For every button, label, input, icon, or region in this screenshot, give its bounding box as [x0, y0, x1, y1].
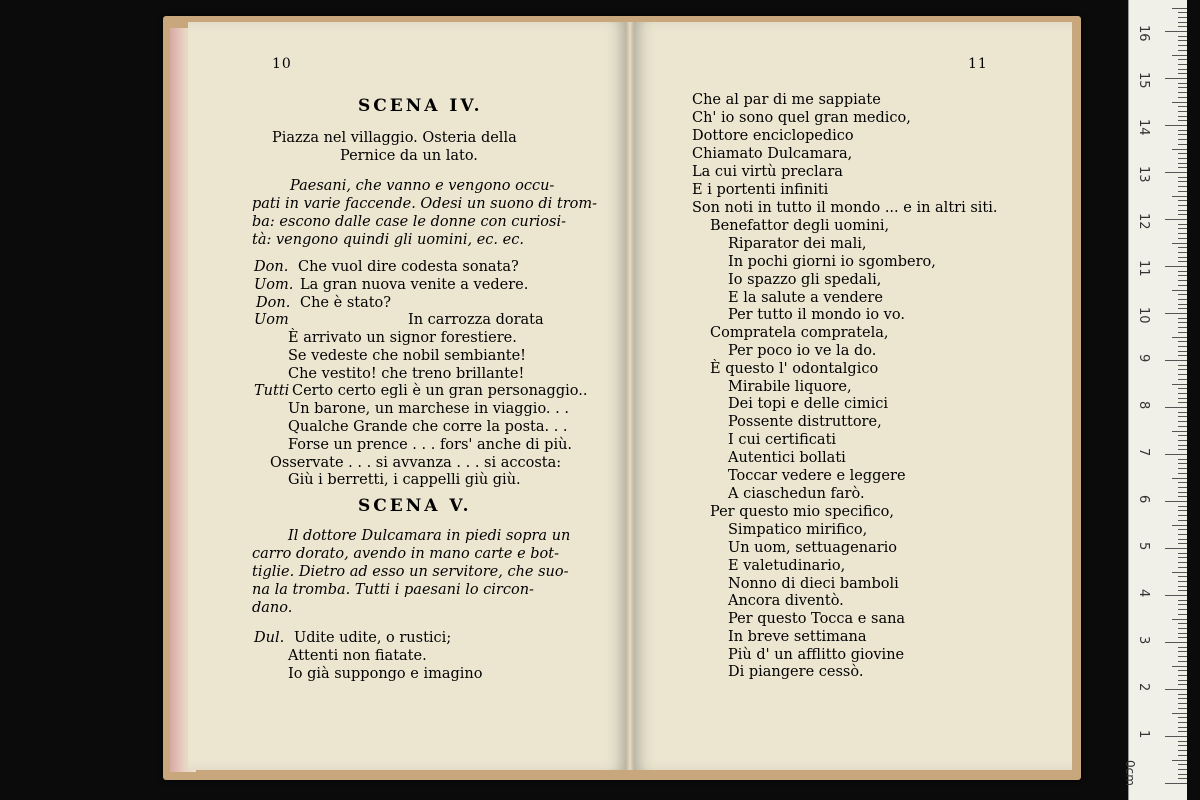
ruler-tick	[1178, 40, 1187, 41]
dialogue-line: Che vuol dire codesta sonata?	[298, 259, 519, 275]
ruler-tick	[1178, 468, 1187, 469]
ruler-tick	[1165, 548, 1187, 549]
ruler-tick	[1165, 501, 1187, 502]
ruler-tick	[1178, 134, 1187, 135]
verse-line: E la salute a vendere	[728, 290, 883, 306]
dialogue-line: È arrivato un signor forestiere.	[288, 330, 517, 346]
ruler-tick	[1178, 647, 1187, 648]
ruler-tick	[1178, 26, 1187, 27]
ruler-tick	[1172, 149, 1187, 150]
ruler-tick	[1178, 379, 1187, 380]
ruler-tick	[1178, 299, 1187, 300]
ruler-tick	[1178, 97, 1187, 98]
ruler-tick	[1165, 125, 1187, 126]
verse-line: In pochi giorni io sgombero,	[728, 254, 936, 270]
dialogue-line: Io già suppongo e imagino	[288, 666, 483, 682]
ruler-tick	[1178, 144, 1187, 145]
ruler-tick	[1172, 337, 1187, 338]
ruler-tick	[1178, 506, 1187, 507]
ruler-tick	[1178, 73, 1187, 74]
ruler-tick	[1178, 661, 1187, 662]
verse-line: E valetudinario,	[728, 558, 846, 574]
verse-line: Che al par di me sappiate	[692, 92, 881, 108]
ruler-tick	[1178, 87, 1187, 88]
verse-line: Mirabile liquore,	[728, 379, 852, 395]
ruler-tick	[1178, 374, 1187, 375]
ruler-tick	[1178, 684, 1187, 685]
ruler-tick	[1178, 158, 1187, 159]
ruler-tick	[1178, 247, 1187, 248]
ruler-tick	[1178, 36, 1187, 37]
verse-line: Dei topi e delle cimici	[728, 396, 888, 412]
ruler-tick	[1178, 181, 1187, 182]
right-page-number: 11	[968, 56, 988, 72]
ruler-tick	[1178, 163, 1187, 164]
dialogue-line: Attenti non fiatate.	[288, 648, 427, 664]
ruler-tick	[1178, 435, 1187, 436]
ruler-tick	[1178, 322, 1187, 323]
ruler-tick	[1165, 736, 1187, 737]
ruler-tick	[1178, 745, 1187, 746]
ruler-tick	[1178, 670, 1187, 671]
ruler-tick	[1165, 172, 1187, 173]
ruler-tick	[1165, 454, 1187, 455]
ruler-tick	[1178, 440, 1187, 441]
ruler-tick	[1178, 116, 1187, 117]
verse-line: In breve settimana	[728, 629, 867, 645]
ruler-tick	[1178, 623, 1187, 624]
ruler-tick	[1178, 271, 1187, 272]
ruler-tick	[1178, 280, 1187, 281]
ruler-tick	[1178, 463, 1187, 464]
ruler-tick	[1178, 224, 1187, 225]
verse-line: Chiamato Dulcamara,	[692, 146, 853, 162]
ruler-tick	[1165, 313, 1187, 314]
ruler-label: 7	[1136, 448, 1151, 457]
ruler-tick	[1165, 595, 1187, 596]
ruler-tick	[1178, 496, 1187, 497]
stage-direction: pati in varie faccende. Odesi un suono di trom-	[252, 196, 598, 212]
ruler-tick	[1178, 186, 1187, 187]
ruler-tick	[1178, 17, 1187, 18]
ruler-label: 3	[1136, 636, 1151, 645]
ruler-tick	[1178, 562, 1187, 563]
ruler-tick	[1178, 703, 1187, 704]
ruler-tick	[1178, 257, 1187, 258]
ruler-tick	[1178, 106, 1187, 107]
ruler-tick	[1165, 266, 1187, 267]
verse-line: Un uom, settuagenario	[728, 540, 898, 556]
speaker: Don.	[254, 259, 289, 275]
ruler-tick	[1178, 64, 1187, 65]
dialogue-line: Certo certo egli è un gran personaggio..	[292, 383, 588, 399]
ruler-tick	[1178, 341, 1187, 342]
ruler-tick	[1178, 764, 1187, 765]
ruler-tick	[1178, 675, 1187, 676]
ruler-tick	[1178, 534, 1187, 535]
ruler-tick	[1178, 275, 1187, 276]
ruler-tick	[1178, 45, 1187, 46]
verse-line: Son noti in tutto il mondo ... e in altri siti.	[692, 200, 998, 216]
ruler-tick	[1172, 290, 1187, 291]
ruler-tick	[1178, 722, 1187, 723]
ruler-tick	[1178, 111, 1187, 112]
ruler-tick	[1178, 543, 1187, 544]
ruler-tick	[1178, 426, 1187, 427]
ruler-tick	[1178, 510, 1187, 511]
book-gutter	[626, 22, 634, 770]
ruler-tick	[1178, 416, 1187, 417]
ruler-tick	[1165, 78, 1187, 79]
ruler-tick	[1178, 755, 1187, 756]
ruler-tick	[1178, 698, 1187, 699]
ruler-tick	[1172, 478, 1187, 479]
ruler-tick	[1172, 384, 1187, 385]
verse-line: Per poco io ve la do.	[728, 343, 877, 359]
verse-line: Ch' io sono quel gran medico,	[692, 110, 911, 126]
ruler-tick	[1172, 196, 1187, 197]
ruler-tick	[1178, 355, 1187, 356]
ruler-tick	[1165, 219, 1187, 220]
ruler-tick	[1178, 351, 1187, 352]
ruler-tick	[1178, 628, 1187, 629]
dialogue-line: Osservate . . . si avvanza . . . si accosta:	[270, 455, 562, 471]
ruler-tick	[1178, 557, 1187, 558]
ruler-tick	[1178, 741, 1187, 742]
ruler-tick	[1178, 120, 1187, 121]
stage-direction: ba: escono dalle case le donne con curiosi-	[252, 214, 567, 230]
ruler-tick	[1178, 92, 1187, 93]
ruler-tick	[1178, 637, 1187, 638]
ruler-tick	[1178, 529, 1187, 530]
dialogue-line: La gran nuova venite a vedere.	[300, 277, 529, 293]
ruler-tick	[1178, 398, 1187, 399]
ruler-tick	[1172, 525, 1187, 526]
ruler-tick	[1178, 492, 1187, 493]
ruler-tick	[1178, 393, 1187, 394]
ruler-tick	[1178, 167, 1187, 168]
ruler-tick	[1178, 50, 1187, 51]
dialogue-line: Se vedeste che nobil sembiante!	[288, 348, 527, 364]
verse-line: Per tutto il mondo io vo.	[728, 307, 905, 323]
verse-line: Per questo mio specifico,	[710, 504, 894, 520]
verse-line: Per questo Tocca e sana	[728, 611, 906, 627]
ruler-label: 11	[1136, 260, 1151, 277]
ruler-tick	[1178, 332, 1187, 333]
ruler-tick	[1172, 243, 1187, 244]
ruler-tick	[1178, 633, 1187, 634]
ruler-tick	[1178, 233, 1187, 234]
verse-line: A ciaschedun farò.	[728, 486, 865, 502]
verse-line: I cui certificati	[728, 432, 837, 448]
ruler-label: 4	[1136, 589, 1151, 598]
verse-line: Compratela compratela,	[710, 325, 889, 341]
dialogue-line: Che è stato?	[300, 295, 392, 311]
dialogue-line: Qualche Grande che corre la posta. . .	[288, 419, 568, 435]
ruler-tick	[1178, 473, 1187, 474]
ruler-tick	[1172, 102, 1187, 103]
ruler-tick	[1172, 8, 1187, 9]
ruler-tick	[1178, 590, 1187, 591]
ruler-tick	[1178, 482, 1187, 483]
speaker: Uom.	[254, 277, 294, 293]
ruler-tick	[1172, 760, 1187, 761]
ruler-tick	[1178, 769, 1187, 770]
ruler-tick	[1178, 717, 1187, 718]
ruler-tick	[1178, 214, 1187, 215]
ruler-tick	[1178, 346, 1187, 347]
ruler-tick	[1178, 228, 1187, 229]
ruler-tick	[1178, 210, 1187, 211]
ruler-tick	[1178, 261, 1187, 262]
ruler-label: 13	[1136, 166, 1151, 183]
ruler-tick	[1172, 713, 1187, 714]
ruler-tick	[1178, 445, 1187, 446]
ruler-tick	[1178, 604, 1187, 605]
ruler-tick	[1172, 431, 1187, 432]
left-page-number: 10	[272, 56, 292, 72]
ruler-tick	[1178, 285, 1187, 286]
ruler-label: 5	[1136, 542, 1151, 551]
ruler-tick	[1178, 402, 1187, 403]
dialogue-line: Udite udite, o rustici;	[294, 630, 452, 646]
verse-line: Autentici bollati	[728, 450, 846, 466]
ruler-tick	[1178, 69, 1187, 70]
ruler-tick	[1165, 31, 1187, 32]
ruler-label: 10	[1136, 307, 1151, 324]
ruler-label: 6	[1136, 495, 1151, 504]
ruler-tick	[1178, 515, 1187, 516]
dialogue-line: Giù i berretti, i cappelli giù giù.	[288, 472, 521, 488]
ruler-tick	[1178, 205, 1187, 206]
speaker: Uom	[254, 312, 289, 328]
ruler-tick	[1178, 727, 1187, 728]
stage-direction: Il dottore Dulcamara in piedi sopra un	[288, 528, 571, 544]
ruler-tick	[1178, 388, 1187, 389]
ruler-tick	[1178, 539, 1187, 540]
scene-iv-setting-1: Piazza nel villaggio. Osteria della	[272, 130, 517, 146]
ruler-label: 1	[1136, 730, 1151, 739]
dialogue-line: In carrozza dorata	[408, 312, 544, 328]
ruler-label: 14	[1136, 119, 1151, 136]
ruler-tick	[1178, 708, 1187, 709]
verse-line: Benefattor degli uomini,	[710, 218, 890, 234]
ruler-tick	[1178, 304, 1187, 305]
ruler-tick	[1178, 318, 1187, 319]
ruler-label: 12	[1136, 213, 1151, 230]
verse-line: Ancora diventò.	[728, 593, 844, 609]
stage-direction: tiglie. Dietro ad esso un servitore, che suo-	[252, 564, 569, 580]
verse-line: Simpatico mirifico,	[728, 522, 868, 538]
ruler-unit-label: 0cm	[1123, 760, 1137, 786]
ruler-tick	[1172, 572, 1187, 573]
ruler-tick	[1178, 200, 1187, 201]
stage-direction: carro dorato, avendo in mano carte e bot-	[252, 546, 560, 562]
ruler-tick	[1178, 581, 1187, 582]
verse-line: Dottore enciclopedico	[692, 128, 854, 144]
ruler-tick	[1165, 783, 1187, 784]
ruler-tick	[1172, 55, 1187, 56]
scene-iv-title: SCENA IV.	[358, 96, 483, 116]
ruler-tick	[1178, 130, 1187, 131]
ruler-tick	[1178, 656, 1187, 657]
ruler-label: 16	[1136, 25, 1151, 42]
speaker: Don.	[256, 295, 291, 311]
ruler-tick	[1178, 459, 1187, 460]
ruler-tick	[1165, 407, 1187, 408]
ruler-tick	[1178, 412, 1187, 413]
speaker: Tutti	[254, 383, 290, 399]
ruler-tick	[1178, 586, 1187, 587]
verse-line: Nonno di dieci bamboli	[728, 576, 899, 592]
stage-direction: na la tromba. Tutti i paesani lo circon-	[252, 582, 534, 598]
ruler-tick	[1178, 421, 1187, 422]
ruler-tick	[1178, 614, 1187, 615]
dialogue-line: Che vestito! che treno brillante!	[288, 366, 525, 382]
verse-line: Riparator dei mali,	[728, 236, 867, 252]
verse-line: Di piangere cessò.	[728, 664, 864, 680]
ruler-tick	[1178, 651, 1187, 652]
ruler-label: 8	[1136, 401, 1151, 410]
ruler-tick	[1178, 731, 1187, 732]
ruler-tick	[1178, 12, 1187, 13]
verse-line: È questo l' odontalgico	[710, 361, 879, 377]
ruler-label: 2	[1136, 683, 1151, 692]
ruler-tick	[1178, 83, 1187, 84]
ruler-tick	[1178, 327, 1187, 328]
ruler-tick	[1178, 609, 1187, 610]
ruler-tick	[1178, 191, 1187, 192]
ruler-tick	[1178, 487, 1187, 488]
stage-direction: Paesani, che vanno e vengono occu-	[290, 178, 555, 194]
scene-iv-setting-2: Pernice da un lato.	[340, 148, 478, 164]
ruler-tick	[1178, 694, 1187, 695]
ruler-tick	[1178, 59, 1187, 60]
ruler-tick	[1178, 774, 1187, 775]
ruler-tick	[1178, 369, 1187, 370]
verse-line: Possente distruttore,	[728, 414, 882, 430]
ruler-tick	[1165, 689, 1187, 690]
ruler-tick	[1178, 680, 1187, 681]
verse-line: Io spazzo gli spedali,	[728, 272, 882, 288]
ruler-tick	[1178, 153, 1187, 154]
ruler-tick	[1178, 177, 1187, 178]
ruler-tick	[1178, 553, 1187, 554]
ruler-tick	[1178, 600, 1187, 601]
ruler-tick	[1178, 520, 1187, 521]
verse-line: Toccar vedere e leggere	[728, 468, 906, 484]
stage-direction: dano.	[252, 600, 293, 616]
ruler-tick	[1178, 449, 1187, 450]
measurement-ruler	[1123, 0, 1187, 800]
ruler-tick	[1165, 642, 1187, 643]
scene-v-title: SCENA V.	[358, 496, 472, 516]
ruler-tick	[1178, 567, 1187, 568]
ruler-tick	[1178, 238, 1187, 239]
dialogue-line: Un barone, un marchese in viaggio. . .	[288, 401, 569, 417]
speaker: Dul.	[254, 630, 285, 646]
ruler-tick	[1178, 22, 1187, 23]
ruler-tick	[1178, 294, 1187, 295]
verse-line: E i portenti infiniti	[692, 182, 829, 198]
verse-line: La cui virtù preclara	[692, 164, 843, 180]
ruler-tick	[1165, 360, 1187, 361]
ruler-tick	[1172, 666, 1187, 667]
stage-direction: tà: vengono quindi gli uomini, ec. ec.	[252, 232, 524, 248]
ruler-label: 15	[1136, 72, 1151, 89]
ruler-tick	[1172, 619, 1187, 620]
ruler-tick	[1178, 365, 1187, 366]
dialogue-line: Forse un prence . . . fors' anche di più.	[288, 437, 573, 453]
verse-line: Più d' un afflitto giovine	[728, 647, 905, 663]
ruler-tick	[1178, 778, 1187, 779]
ruler-tick	[1178, 576, 1187, 577]
ruler-label: 9	[1136, 354, 1151, 363]
ruler-tick	[1178, 139, 1187, 140]
ruler-tick	[1178, 750, 1187, 751]
ruler-tick	[1178, 252, 1187, 253]
ruler-tick	[1178, 308, 1187, 309]
